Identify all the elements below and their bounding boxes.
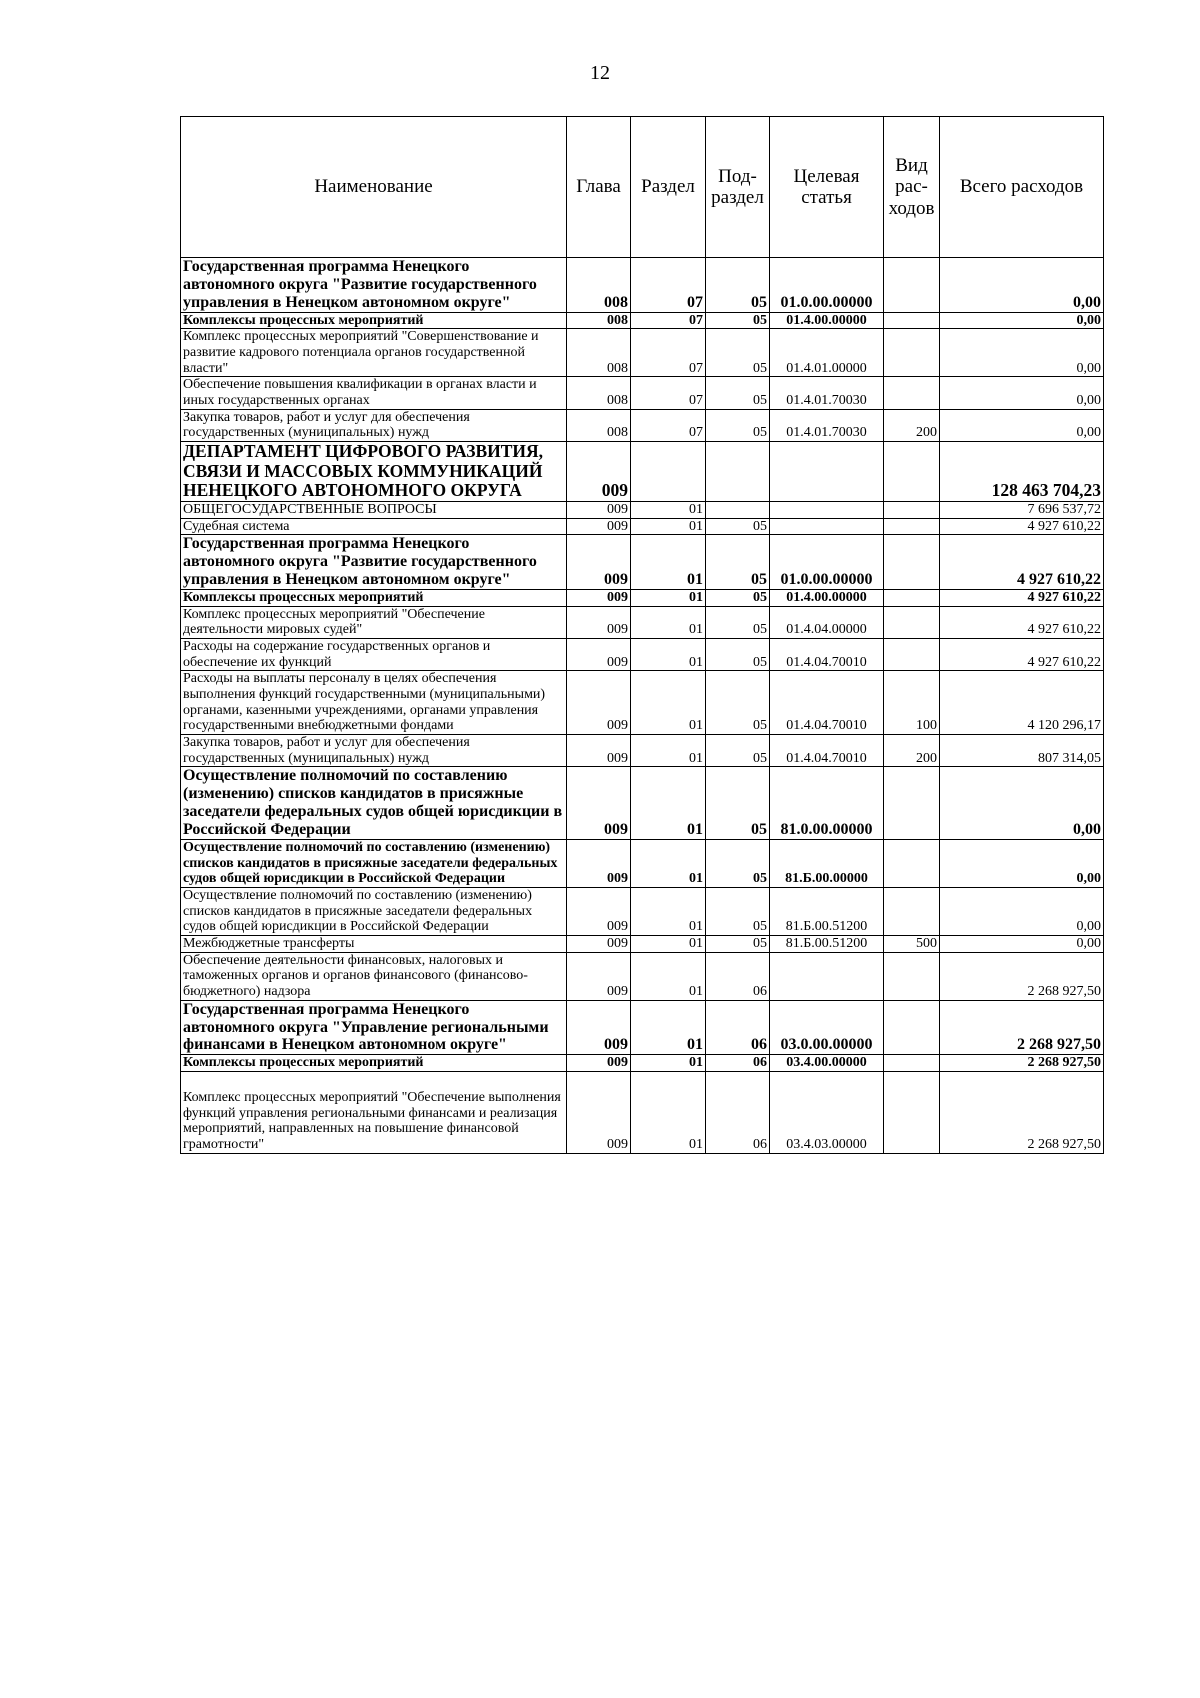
- col-header-name: Наименование: [181, 117, 567, 258]
- row-razdel-cell: 01: [631, 734, 706, 766]
- row-expense-type-cell: 200: [884, 409, 940, 441]
- row-glava-cell: 009: [567, 935, 631, 952]
- row-glava-cell: 009: [567, 535, 631, 590]
- row-total-cell: 4 927 610,22: [940, 518, 1104, 535]
- row-target-article-cell: 01.4.04.70010: [770, 671, 884, 735]
- row-glava-cell: 009: [567, 518, 631, 535]
- row-total-cell: 2 268 927,50: [940, 1072, 1104, 1154]
- row-podrazdel-cell: 05: [706, 312, 770, 329]
- row-name-cell: Государственная программа Ненецкого автономного округа "Управление региональными финансами в Ненецком автономном округе": [181, 1000, 567, 1055]
- row-name-cell: Комплексы процессных мероприятий: [181, 312, 567, 329]
- page-number: 12: [590, 62, 610, 84]
- row-expense-type-cell: [884, 887, 940, 935]
- row-target-article-cell: 01.4.00.00000: [770, 312, 884, 329]
- col-header-target-article: Целевая статья: [770, 117, 884, 258]
- table-row: [181, 409, 1104, 441]
- table-row: [181, 312, 1104, 329]
- row-total-cell: 4 927 610,22: [940, 589, 1104, 606]
- row-target-article-cell: [770, 501, 884, 518]
- row-name-cell: Обеспечение повышения квалификации в органах власти и иных государственных органах: [181, 377, 567, 409]
- row-glava-cell: 009: [567, 952, 631, 1000]
- row-expense-type-cell: 100: [884, 671, 940, 735]
- row-razdel-cell: 01: [631, 952, 706, 1000]
- row-total-cell: 7 696 537,72: [940, 501, 1104, 518]
- row-expense-type-cell: [884, 606, 940, 638]
- table-row: [181, 1000, 1104, 1055]
- row-razdel-cell: 07: [631, 258, 706, 313]
- row-expense-type-cell: [884, 952, 940, 1000]
- row-glava-cell: 008: [567, 409, 631, 441]
- row-name-cell: Осуществление полномочий по составлению (изменению) списков кандидатов в присяжные заседатели федеральных судов общей юрисдикции в Российской Федерации: [181, 887, 567, 935]
- row-total-cell: 4 927 610,22: [940, 535, 1104, 590]
- row-name-cell: Комплекс процессных мероприятий "Совершенствование и развитие кадрового потенциала органов государственной власти": [181, 329, 567, 377]
- row-total-cell: 0,00: [940, 767, 1104, 840]
- table-body: [181, 258, 1104, 1154]
- row-total-cell: 2 268 927,50: [940, 1055, 1104, 1072]
- row-total-cell: 0,00: [940, 377, 1104, 409]
- row-name-cell: ОБЩЕГОСУДАРСТВЕННЫЕ ВОПРОСЫ: [181, 501, 567, 518]
- row-target-article-cell: 81.Б.00.51200: [770, 887, 884, 935]
- row-razdel-cell: 01: [631, 518, 706, 535]
- row-podrazdel-cell: 05: [706, 329, 770, 377]
- row-razdel-cell: 07: [631, 409, 706, 441]
- row-total-cell: 0,00: [940, 887, 1104, 935]
- row-target-article-cell: 01.0.00.00000: [770, 258, 884, 313]
- row-glava-cell: 009: [567, 1055, 631, 1072]
- table-row: [181, 1072, 1104, 1154]
- row-razdel-cell: 01: [631, 501, 706, 518]
- row-expense-type-cell: [884, 535, 940, 590]
- row-target-article-cell: 01.4.04.70010: [770, 734, 884, 766]
- row-expense-type-cell: [884, 839, 940, 887]
- row-razdel-cell: 01: [631, 606, 706, 638]
- row-expense-type-cell: [884, 501, 940, 518]
- row-razdel-cell: 01: [631, 638, 706, 670]
- row-podrazdel-cell: [706, 442, 770, 502]
- row-total-cell: 0,00: [940, 839, 1104, 887]
- row-name-cell: Закупка товаров, работ и услуг для обеспечения государственных (муниципальных) нужд: [181, 734, 567, 766]
- row-total-cell: 0,00: [940, 258, 1104, 313]
- table-row: [181, 377, 1104, 409]
- row-razdel-cell: [631, 442, 706, 502]
- row-expense-type-cell: [884, 638, 940, 670]
- row-razdel-cell: 01: [631, 935, 706, 952]
- row-podrazdel-cell: 05: [706, 935, 770, 952]
- table-row: [181, 258, 1104, 313]
- row-name-cell: Межбюджетные трансферты: [181, 935, 567, 952]
- row-glava-cell: 009: [567, 671, 631, 735]
- table-row: [181, 1055, 1104, 1072]
- row-podrazdel-cell: 06: [706, 952, 770, 1000]
- row-razdel-cell: 01: [631, 535, 706, 590]
- row-razdel-cell: 07: [631, 377, 706, 409]
- row-podrazdel-cell: 05: [706, 671, 770, 735]
- row-target-article-cell: 81.Б.00.00000: [770, 839, 884, 887]
- row-glava-cell: 009: [567, 839, 631, 887]
- row-razdel-cell: 01: [631, 1072, 706, 1154]
- row-total-cell: 4 120 296,17: [940, 671, 1104, 735]
- row-name-cell: Закупка товаров, работ и услуг для обеспечения государственных (муниципальных) нужд: [181, 409, 567, 441]
- row-podrazdel-cell: 05: [706, 734, 770, 766]
- col-header-razdel: Раздел: [631, 117, 706, 258]
- row-glava-cell: 009: [567, 442, 631, 502]
- row-expense-type-cell: [884, 1072, 940, 1154]
- row-podrazdel-cell: 05: [706, 409, 770, 441]
- row-podrazdel-cell: 05: [706, 258, 770, 313]
- row-total-cell: 0,00: [940, 312, 1104, 329]
- table-row: [181, 589, 1104, 606]
- row-podrazdel-cell: 06: [706, 1072, 770, 1154]
- row-glava-cell: 009: [567, 589, 631, 606]
- row-razdel-cell: 01: [631, 767, 706, 840]
- row-total-cell: 0,00: [940, 329, 1104, 377]
- row-expense-type-cell: [884, 329, 940, 377]
- row-name-cell: Расходы на содержание государственных органов и обеспечение их функций: [181, 638, 567, 670]
- row-total-cell: 2 268 927,50: [940, 1000, 1104, 1055]
- row-target-article-cell: 01.4.04.70010: [770, 638, 884, 670]
- row-target-article-cell: 81.0.00.00000: [770, 767, 884, 840]
- row-razdel-cell: 01: [631, 839, 706, 887]
- row-expense-type-cell: [884, 1055, 940, 1072]
- row-name-cell: Обеспечение деятельности финансовых, налоговых и таможенных органов и органов финансового (финансово-бюджетного) надзора: [181, 952, 567, 1000]
- row-total-cell: 2 268 927,50: [940, 952, 1104, 1000]
- row-target-article-cell: 01.4.01.70030: [770, 409, 884, 441]
- row-razdel-cell: 01: [631, 589, 706, 606]
- row-glava-cell: 009: [567, 606, 631, 638]
- row-total-cell: 0,00: [940, 935, 1104, 952]
- row-name-cell: Осуществление полномочий по составлению (изменению) списков кандидатов в присяжные заседатели федеральных судов общей юрисдикции в Российской Федерации: [181, 767, 567, 840]
- row-glava-cell: 009: [567, 767, 631, 840]
- row-target-article-cell: 01.4.00.00000: [770, 589, 884, 606]
- row-podrazdel-cell: 05: [706, 518, 770, 535]
- row-expense-type-cell: 200: [884, 734, 940, 766]
- row-name-cell: Комплексы процессных мероприятий: [181, 589, 567, 606]
- row-name-cell: ДЕПАРТАМЕНТ ЦИФРОВОГО РАЗВИТИЯ, СВЯЗИ И МАССОВЫХ КОММУНИКАЦИЙ НЕНЕЦКОГО АВТОНОМНОГО ОКРУГА: [181, 442, 567, 502]
- row-name-cell: Государственная программа Ненецкого автономного округа "Развитие государственного управления в Ненецком автономном округе": [181, 258, 567, 313]
- row-podrazdel-cell: 05: [706, 839, 770, 887]
- row-name-cell: Расходы на выплаты персоналу в целях обеспечения выполнения функций государственными (муниципальными) органами, казенными учреждениями, органами управления государственными внебюджетными фондами: [181, 671, 567, 735]
- row-target-article-cell: [770, 952, 884, 1000]
- row-name-cell: Судебная система: [181, 518, 567, 535]
- row-razdel-cell: 01: [631, 887, 706, 935]
- row-glava-cell: 008: [567, 377, 631, 409]
- row-glava-cell: 009: [567, 1000, 631, 1055]
- row-expense-type-cell: [884, 767, 940, 840]
- row-razdel-cell: 01: [631, 671, 706, 735]
- table-row: [181, 935, 1104, 952]
- row-podrazdel-cell: 05: [706, 887, 770, 935]
- table-row: [181, 442, 1104, 502]
- row-total-cell: 0,00: [940, 409, 1104, 441]
- row-target-article-cell: 03.0.00.00000: [770, 1000, 884, 1055]
- table-row: [181, 535, 1104, 590]
- row-target-article-cell: 01.4.01.00000: [770, 329, 884, 377]
- col-header-total: Всего расходов: [940, 117, 1104, 258]
- row-expense-type-cell: [884, 258, 940, 313]
- table-row: [181, 501, 1104, 518]
- row-razdel-cell: 01: [631, 1055, 706, 1072]
- row-target-article-cell: 03.4.03.00000: [770, 1072, 884, 1154]
- row-expense-type-cell: [884, 1000, 940, 1055]
- table-row: [181, 839, 1104, 887]
- row-total-cell: 4 927 610,22: [940, 638, 1104, 670]
- row-glava-cell: 009: [567, 887, 631, 935]
- row-total-cell: 807 314,05: [940, 734, 1104, 766]
- col-header-expense-type: Вид рас- ходов: [884, 117, 940, 258]
- row-glava-cell: 009: [567, 501, 631, 518]
- col-header-glava: Глава: [567, 117, 631, 258]
- table-row: [181, 638, 1104, 670]
- table-row: [181, 518, 1104, 535]
- row-name-cell: Осуществление полномочий по составлению (изменению) списков кандидатов в присяжные заседатели федеральных судов общей юрисдикции в Российской Федерации: [181, 839, 567, 887]
- table-header-row: [181, 117, 1104, 258]
- table-row: [181, 734, 1104, 766]
- row-expense-type-cell: [884, 312, 940, 329]
- row-razdel-cell: 07: [631, 312, 706, 329]
- row-podrazdel-cell: 05: [706, 638, 770, 670]
- row-podrazdel-cell: 05: [706, 377, 770, 409]
- row-podrazdel-cell: 05: [706, 589, 770, 606]
- row-glava-cell: 009: [567, 734, 631, 766]
- row-razdel-cell: 01: [631, 1000, 706, 1055]
- row-target-article-cell: 01.4.04.00000: [770, 606, 884, 638]
- row-podrazdel-cell: 05: [706, 606, 770, 638]
- row-target-article-cell: 01.0.00.00000: [770, 535, 884, 590]
- row-total-cell: 4 927 610,22: [940, 606, 1104, 638]
- table-row: [181, 606, 1104, 638]
- row-target-article-cell: 01.4.01.70030: [770, 377, 884, 409]
- row-razdel-cell: 07: [631, 329, 706, 377]
- row-glava-cell: 008: [567, 258, 631, 313]
- row-expense-type-cell: [884, 518, 940, 535]
- row-target-article-cell: [770, 518, 884, 535]
- table-row: [181, 952, 1104, 1000]
- row-name-cell: Комплекс процессных мероприятий "Обеспечение выполнения функций управления региональными финансами и реализация мероприятий, направленных на повышение финансовой грамотности": [181, 1072, 567, 1154]
- row-expense-type-cell: [884, 589, 940, 606]
- row-glava-cell: 009: [567, 638, 631, 670]
- table-row: [181, 887, 1104, 935]
- row-glava-cell: 008: [567, 329, 631, 377]
- col-header-podrazdel: Под- раздел: [706, 117, 770, 258]
- row-target-article-cell: 81.Б.00.51200: [770, 935, 884, 952]
- row-podrazdel-cell: 06: [706, 1000, 770, 1055]
- row-name-cell: Комплекс процессных мероприятий "Обеспечение деятельности мировых судей": [181, 606, 567, 638]
- row-name-cell: Государственная программа Ненецкого автономного округа "Развитие государственного управления в Ненецком автономном округе": [181, 535, 567, 590]
- row-expense-type-cell: [884, 442, 940, 502]
- row-podrazdel-cell: 05: [706, 535, 770, 590]
- row-expense-type-cell: [884, 377, 940, 409]
- row-glava-cell: 008: [567, 312, 631, 329]
- row-podrazdel-cell: 05: [706, 767, 770, 840]
- row-podrazdel-cell: [706, 501, 770, 518]
- row-podrazdel-cell: 06: [706, 1055, 770, 1072]
- row-glava-cell: 009: [567, 1072, 631, 1154]
- row-total-cell: 128 463 704,23: [940, 442, 1104, 502]
- row-target-article-cell: 03.4.00.00000: [770, 1055, 884, 1072]
- table-row: [181, 767, 1104, 840]
- row-target-article-cell: [770, 442, 884, 502]
- table-row: [181, 329, 1104, 377]
- table-row: [181, 671, 1104, 735]
- row-expense-type-cell: 500: [884, 935, 940, 952]
- row-name-cell: Комплексы процессных мероприятий: [181, 1055, 567, 1072]
- budget-table: [180, 116, 1104, 1154]
